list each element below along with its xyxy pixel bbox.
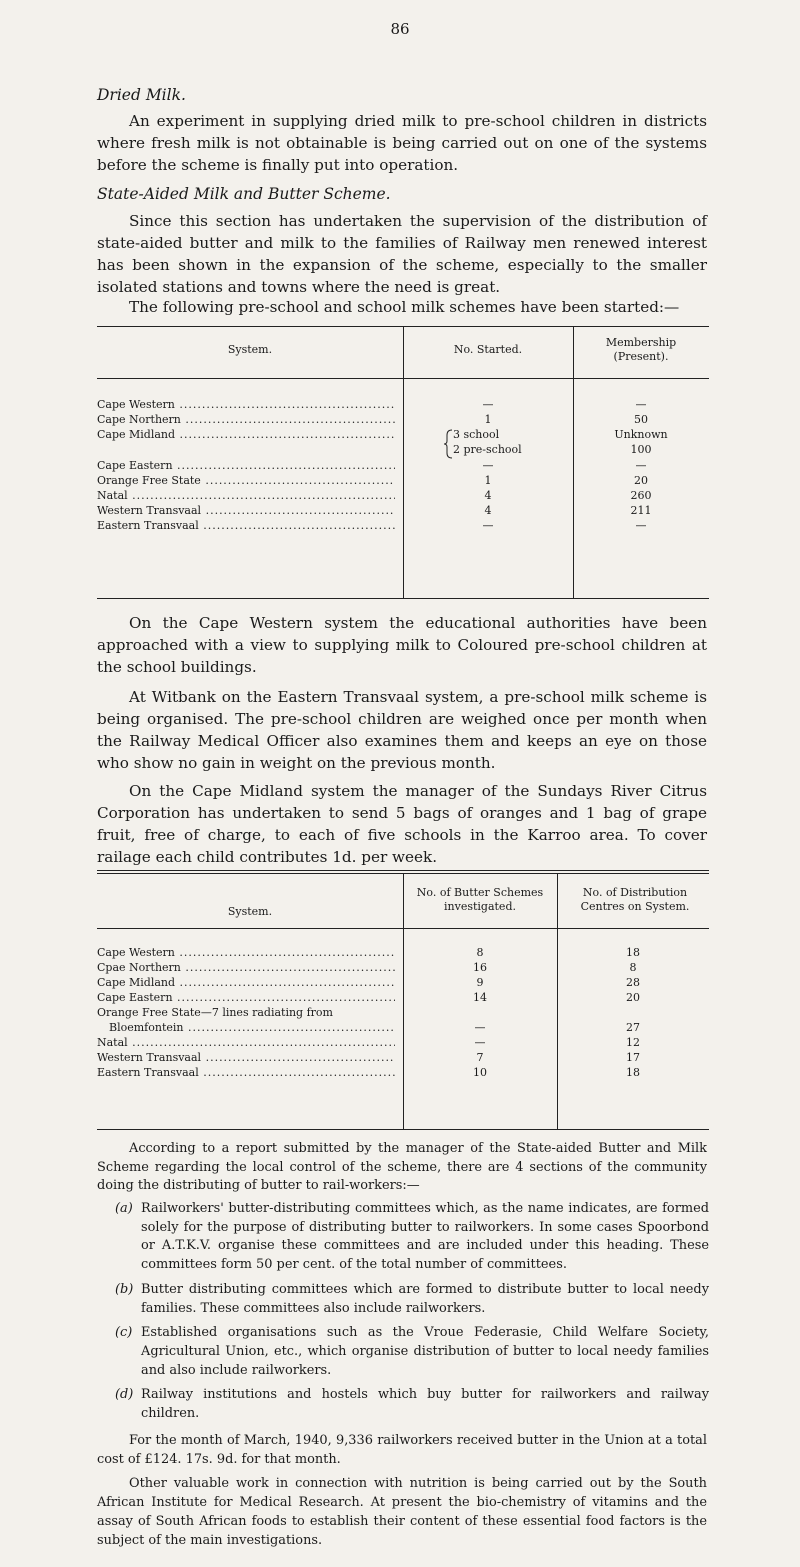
list-item [97,1324,709,1380]
paragraph-report-intro: According to a report submitted by the manager of the State-aided Butter and Milk Scheme regarding the local control of the scheme, there are 4 sections of the community doing the distributing of butter to rail-workers:— [97,1141,707,1194]
cell-centres: 8 [629,961,637,974]
list-item [97,1386,709,1423]
table-top-rule [97,870,709,871]
table-row [97,1036,709,1050]
list-item [97,1200,709,1275]
cell-system: Cape Midland ..... [97,976,395,990]
paragraph-dried-milk: An experiment in supplying dried milk to pre-school children in districts where fresh milk is not obtainable is being carried out on one of the systems before the scheme is finally put into operation. [97,112,707,174]
header-butter-schemes: No. of Butter Schemes investigated. [416,886,544,913]
header-rule [97,378,709,379]
cell-membership: — [635,459,647,472]
header-system: System. [227,905,273,918]
table-row [97,489,709,503]
cell-system: Cape Western ..... [97,946,395,960]
table-row [97,976,709,990]
cell-schemes: — [474,1021,486,1034]
brace-icon [443,429,453,459]
cell-centres: 20 [626,991,640,1004]
paragraph-march-1940: For the month of March, 1940, 9,336 railworkers received butter in the Union at a total cost of £124. 17s. 9d. for that month. [97,1433,707,1467]
cell-system: Orange Free State ..... [97,474,395,488]
header-no-started: No. Started. [453,343,523,356]
cell-schemes: 10 [473,1066,487,1079]
cell-system: Eastern Transvaal ..... [97,519,395,533]
cell-started: — [482,398,494,411]
paragraph-cape-midland: On the Cape Midland system the manager of the Sundays River Citrus Corporation has undertaken to send 5 bags of oranges and 1 bag of grape fruit, free of charge, to each of five schools in the Karroo area. To cover railage each child contributes 1d. per week. [97,782,707,866]
cell-system: Eastern Transvaal ..... [97,1066,395,1080]
cell-membership: 211 [630,504,652,517]
table-row [97,398,709,412]
cell-schemes: 8 [476,946,484,959]
cell-started: 4 [484,504,492,517]
table-row [97,946,709,960]
list-item-text: Railway institutions and hostels which buy butter for railworkers and railway children. [141,1387,709,1422]
table-row [97,474,709,488]
cell-membership: 20 [634,474,648,487]
table-row [97,1006,709,1020]
cell-system: Cape Midland ..... [97,428,395,442]
list-item [97,1281,709,1318]
cell-started: 4 [484,489,492,502]
cell-membership: 260 [630,489,652,502]
table-row [97,519,709,533]
table-row [97,961,709,975]
cell-system: Cpae Northern ..... [97,961,395,975]
list-marker: (d) [115,1387,134,1403]
cell-centres: 17 [626,1051,640,1064]
heading-dried-milk: Dried Milk. [97,86,186,104]
header-distribution-centres: No. of Distribution Centres on System. [580,886,690,913]
cell-centres: 18 [626,1066,640,1079]
cell-system: Western Transvaal ..... [97,504,395,518]
table-row [97,991,709,1005]
cell-system: Cape Eastern ..... [97,991,395,1005]
table-row [97,1051,709,1065]
cell-started: 3 school [453,428,500,441]
table-row [97,413,709,427]
table-milk-schemes [97,326,709,602]
paragraph-research: Other valuable work in connection with nutrition is being carried out by the South African Institute for Medical Research. At present the bio-chemistry of vitamins and the assay of South African foods to establish their content of these essential food factors is the subject of the main investigations. [97,1476,707,1548]
cell-schemes: 9 [476,976,484,989]
table-row [97,1066,709,1080]
cell-system: Orange Free State—7 lines radiating from [97,1006,333,1019]
list-marker: (b) [115,1281,134,1297]
table-row [97,504,709,518]
cell-centres: 18 [626,946,640,959]
cell-system: Western Transvaal ..... [97,1051,395,1065]
cell-system: Natal ..... [97,1036,395,1050]
cell-schemes: 7 [476,1051,484,1064]
cell-system: Cape Western ..... [97,398,395,412]
paragraph-cape-western: On the Cape Western system the educational authorities have been approached with a view to supplying milk to Coloured pre-school children at the school buildings. [97,614,707,676]
table-row [97,1021,709,1035]
cell-system: Cape Eastern ..... [97,459,395,473]
cell-started: 1 [484,474,492,487]
cell-centres: 28 [626,976,640,989]
cell-centres: 27 [626,1021,640,1034]
paragraph-state-aided-1: Since this section has undertaken the supervision of the distribution of state-aided butter and milk to the families of Railway men renewed interest has been shown in the expansion of the scheme, especially to the smaller isolated stations and towns where the need is great. [97,212,707,296]
list-item-text: Butter distributing committees which are formed to distribute butter to local needy families. These committees also include railworkers. [141,1281,709,1316]
cell-started: 1 [484,413,492,426]
cell-membership: 50 [634,413,648,426]
cell-started: — [482,519,494,532]
cell-membership: — [635,398,647,411]
heading-state-aided: State-Aided Milk and Butter Scheme. [97,185,391,203]
cell-system: Natal ..... [97,489,395,503]
table-bottom-rule [97,598,709,599]
list-marker: (a) [115,1201,133,1216]
cell-centres: 12 [626,1036,640,1049]
closing-block [97,1432,707,1550]
cell-system: Bloemfontein ..... [109,1021,395,1035]
page-number: 86 [390,20,410,38]
list-marker: (c) [115,1325,133,1341]
cell-schemes: 14 [473,991,487,1004]
paragraph-witbank: At Witbank on the Eastern Transvaal system, a pre-school milk scheme is being organised. The pre-school children are weighed once per month when the Railway Medical Officer also examines them and keeps an eye on those who show no gain in weight on the previous month. [97,688,707,772]
table-row [97,428,709,442]
cell-started: — [482,459,494,472]
cell-membership: Unknown [614,428,668,441]
list-item-text: Established organisations such as the Vroue Federasie, Child Welfare Society, Agricultural Union, etc., which organise distribution of butter to local needy families and also include railworkers. [141,1325,709,1378]
cell-membership: — [635,519,647,532]
cell-started: 2 pre-school [453,443,522,456]
paragraph-state-aided-2: The following pre-school and school milk schemes have been started:— [129,298,680,316]
table-bottom-rule [97,1129,709,1130]
list-item-text: Railworkers' butter-distributing committees which, as the name indicates, are formed solely for the purpose of distributing butter to railworkers. In some cases Spoorbond or A.T.K.V. organise these committees and are included under this heading. These committees form 50 per cent. of the total number of committees. [141,1201,709,1273]
table-butter-schemes [97,870,709,1132]
header-system: System. [227,343,273,356]
cell-schemes: 16 [473,961,487,974]
header-membership: Membership (Present). [605,336,677,363]
section-list [97,1200,709,1430]
table-row [97,459,709,473]
cell-membership: 100 [630,443,652,456]
table-row [97,443,709,457]
cell-schemes: — [474,1036,486,1049]
cell-system: Cape Northern ..... [97,413,395,427]
